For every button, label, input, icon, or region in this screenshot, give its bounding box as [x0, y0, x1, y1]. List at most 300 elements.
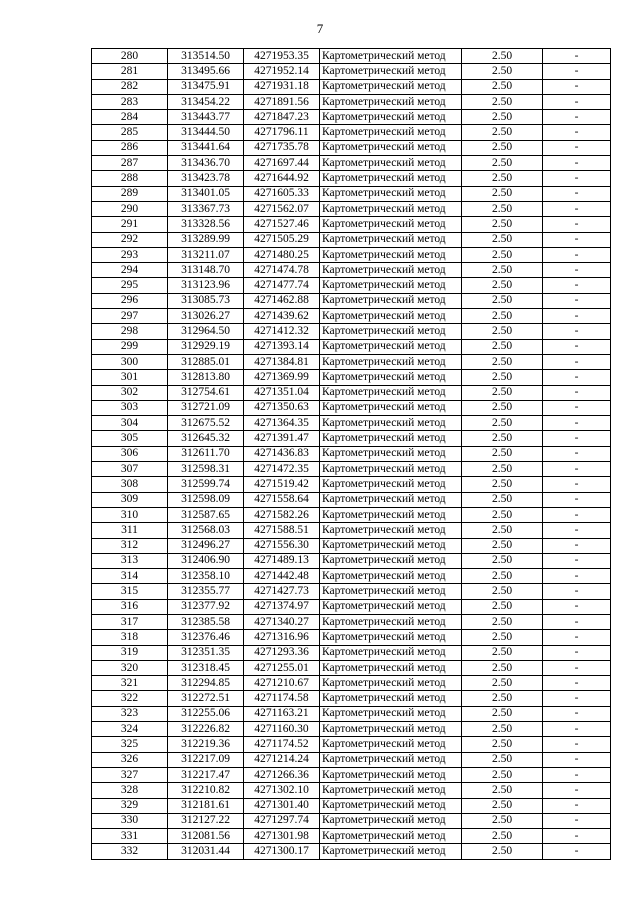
- x-coordinate-cell: 312031.44: [168, 844, 244, 859]
- note-cell: -: [543, 125, 611, 140]
- table-row: [92, 599, 611, 614]
- table-row: [92, 477, 611, 492]
- accuracy-cell: 2.50: [462, 538, 543, 553]
- y-coordinate-cell: 4271796.11: [244, 125, 320, 140]
- x-coordinate-cell: 312226.82: [168, 722, 244, 737]
- y-coordinate-cell: 4271412.32: [244, 324, 320, 339]
- method-cell: Картометрический метод: [320, 584, 462, 599]
- method-cell: Картометрический метод: [320, 324, 462, 339]
- point-number-cell: 327: [92, 767, 168, 782]
- table-row: [92, 64, 611, 79]
- x-coordinate-cell: 313475.91: [168, 79, 244, 94]
- accuracy-cell: 2.50: [462, 798, 543, 813]
- accuracy-cell: 2.50: [462, 247, 543, 262]
- table-row: [92, 400, 611, 415]
- y-coordinate-cell: 4271210.67: [244, 676, 320, 691]
- method-cell: Картометрический метод: [320, 416, 462, 431]
- method-cell: Картометрический метод: [320, 171, 462, 186]
- table-row: [92, 569, 611, 584]
- note-cell: -: [543, 538, 611, 553]
- note-cell: -: [543, 767, 611, 782]
- y-coordinate-cell: 4271293.36: [244, 645, 320, 660]
- y-coordinate-cell: 4271442.48: [244, 569, 320, 584]
- coordinates-table: [91, 48, 611, 860]
- y-coordinate-cell: 4271174.52: [244, 737, 320, 752]
- accuracy-cell: 2.50: [462, 783, 543, 798]
- y-coordinate-cell: 4271266.36: [244, 767, 320, 782]
- y-coordinate-cell: 4271605.33: [244, 186, 320, 201]
- note-cell: -: [543, 354, 611, 369]
- method-cell: Картометрический метод: [320, 201, 462, 216]
- method-cell: Картометрический метод: [320, 737, 462, 752]
- y-coordinate-cell: 4271163.21: [244, 706, 320, 721]
- point-number-cell: 282: [92, 79, 168, 94]
- x-coordinate-cell: 312217.09: [168, 752, 244, 767]
- method-cell: Картометрический метод: [320, 691, 462, 706]
- point-number-cell: 318: [92, 630, 168, 645]
- method-cell: Картометрический метод: [320, 767, 462, 782]
- x-coordinate-cell: 312587.65: [168, 507, 244, 522]
- table-row: [92, 446, 611, 461]
- table-row: [92, 156, 611, 171]
- point-number-cell: 325: [92, 737, 168, 752]
- table-row: [92, 645, 611, 660]
- note-cell: -: [543, 813, 611, 828]
- table-row: [92, 630, 611, 645]
- note-cell: -: [543, 110, 611, 125]
- note-cell: -: [543, 752, 611, 767]
- x-coordinate-cell: 313495.66: [168, 64, 244, 79]
- x-coordinate-cell: 312885.01: [168, 354, 244, 369]
- x-coordinate-cell: 312272.51: [168, 691, 244, 706]
- accuracy-cell: 2.50: [462, 125, 543, 140]
- point-number-cell: 280: [92, 49, 168, 64]
- y-coordinate-cell: 4271489.13: [244, 553, 320, 568]
- method-cell: Картометрический метод: [320, 140, 462, 155]
- x-coordinate-cell: 312219.36: [168, 737, 244, 752]
- accuracy-cell: 2.50: [462, 737, 543, 752]
- x-coordinate-cell: 312351.35: [168, 645, 244, 660]
- accuracy-cell: 2.50: [462, 263, 543, 278]
- x-coordinate-cell: 312813.80: [168, 370, 244, 385]
- accuracy-cell: 2.50: [462, 156, 543, 171]
- table-row: [92, 385, 611, 400]
- x-coordinate-cell: 312181.61: [168, 798, 244, 813]
- note-cell: -: [543, 783, 611, 798]
- note-cell: -: [543, 431, 611, 446]
- table-row: [92, 492, 611, 507]
- table-row: [92, 201, 611, 216]
- table-row: [92, 676, 611, 691]
- method-cell: Картометрический метод: [320, 339, 462, 354]
- method-cell: Картометрический метод: [320, 354, 462, 369]
- table-row: [92, 722, 611, 737]
- accuracy-cell: 2.50: [462, 324, 543, 339]
- method-cell: Картометрический метод: [320, 569, 462, 584]
- x-coordinate-cell: 313328.56: [168, 217, 244, 232]
- y-coordinate-cell: 4271351.04: [244, 385, 320, 400]
- note-cell: -: [543, 645, 611, 660]
- note-cell: -: [543, 630, 611, 645]
- note-cell: -: [543, 64, 611, 79]
- y-coordinate-cell: 4271350.63: [244, 400, 320, 415]
- method-cell: Картометрический метод: [320, 110, 462, 125]
- method-cell: Картометрический метод: [320, 156, 462, 171]
- accuracy-cell: 2.50: [462, 813, 543, 828]
- y-coordinate-cell: 4271556.30: [244, 538, 320, 553]
- method-cell: Картометрический метод: [320, 79, 462, 94]
- accuracy-cell: 2.50: [462, 614, 543, 629]
- table-row: [92, 767, 611, 782]
- table-row: [92, 171, 611, 186]
- point-number-cell: 310: [92, 507, 168, 522]
- note-cell: -: [543, 462, 611, 477]
- accuracy-cell: 2.50: [462, 446, 543, 461]
- method-cell: Картометрический метод: [320, 630, 462, 645]
- method-cell: Картометрический метод: [320, 431, 462, 446]
- note-cell: -: [543, 385, 611, 400]
- method-cell: Картометрический метод: [320, 217, 462, 232]
- point-number-cell: 292: [92, 232, 168, 247]
- method-cell: Картометрический метод: [320, 844, 462, 859]
- x-coordinate-cell: 312929.19: [168, 339, 244, 354]
- accuracy-cell: 2.50: [462, 829, 543, 844]
- method-cell: Картометрический метод: [320, 798, 462, 813]
- accuracy-cell: 2.50: [462, 767, 543, 782]
- x-coordinate-cell: 313444.50: [168, 125, 244, 140]
- y-coordinate-cell: 4271474.78: [244, 263, 320, 278]
- accuracy-cell: 2.50: [462, 462, 543, 477]
- note-cell: -: [543, 798, 611, 813]
- point-number-cell: 324: [92, 722, 168, 737]
- accuracy-cell: 2.50: [462, 645, 543, 660]
- point-number-cell: 320: [92, 660, 168, 675]
- method-cell: Картометрический метод: [320, 400, 462, 415]
- accuracy-cell: 2.50: [462, 79, 543, 94]
- x-coordinate-cell: 312611.70: [168, 446, 244, 461]
- accuracy-cell: 2.50: [462, 416, 543, 431]
- method-cell: Картометрический метод: [320, 660, 462, 675]
- point-number-cell: 297: [92, 309, 168, 324]
- table-row: [92, 339, 611, 354]
- note-cell: -: [543, 217, 611, 232]
- y-coordinate-cell: 4271505.29: [244, 232, 320, 247]
- x-coordinate-cell: 312127.22: [168, 813, 244, 828]
- point-number-cell: 330: [92, 813, 168, 828]
- y-coordinate-cell: 4271472.35: [244, 462, 320, 477]
- note-cell: -: [543, 171, 611, 186]
- note-cell: -: [543, 324, 611, 339]
- note-cell: -: [543, 79, 611, 94]
- point-number-cell: 303: [92, 400, 168, 415]
- method-cell: Картометрический метод: [320, 706, 462, 721]
- table-row: [92, 263, 611, 278]
- method-cell: Картометрический метод: [320, 492, 462, 507]
- note-cell: -: [543, 293, 611, 308]
- accuracy-cell: 2.50: [462, 186, 543, 201]
- note-cell: -: [543, 309, 611, 324]
- accuracy-cell: 2.50: [462, 691, 543, 706]
- accuracy-cell: 2.50: [462, 507, 543, 522]
- note-cell: -: [543, 737, 611, 752]
- table-row: [92, 278, 611, 293]
- accuracy-cell: 2.50: [462, 676, 543, 691]
- y-coordinate-cell: 4271558.64: [244, 492, 320, 507]
- method-cell: Картометрический метод: [320, 722, 462, 737]
- y-coordinate-cell: 4271374.97: [244, 599, 320, 614]
- x-coordinate-cell: 312496.27: [168, 538, 244, 553]
- table-row: [92, 186, 611, 201]
- x-coordinate-cell: 313148.70: [168, 263, 244, 278]
- x-coordinate-cell: 313441.64: [168, 140, 244, 155]
- point-number-cell: 314: [92, 569, 168, 584]
- method-cell: Картометрический метод: [320, 599, 462, 614]
- method-cell: Картометрический метод: [320, 370, 462, 385]
- accuracy-cell: 2.50: [462, 49, 543, 64]
- point-number-cell: 323: [92, 706, 168, 721]
- table-row: [92, 370, 611, 385]
- accuracy-cell: 2.50: [462, 599, 543, 614]
- x-coordinate-cell: 312675.52: [168, 416, 244, 431]
- note-cell: -: [543, 829, 611, 844]
- table-row: [92, 538, 611, 553]
- x-coordinate-cell: 313514.50: [168, 49, 244, 64]
- accuracy-cell: 2.50: [462, 630, 543, 645]
- y-coordinate-cell: 4271891.56: [244, 94, 320, 109]
- method-cell: Картометрический метод: [320, 385, 462, 400]
- accuracy-cell: 2.50: [462, 492, 543, 507]
- note-cell: -: [543, 553, 611, 568]
- accuracy-cell: 2.50: [462, 400, 543, 415]
- x-coordinate-cell: 313367.73: [168, 201, 244, 216]
- point-number-cell: 290: [92, 201, 168, 216]
- method-cell: Картометрический метод: [320, 462, 462, 477]
- table-row: [92, 293, 611, 308]
- accuracy-cell: 2.50: [462, 94, 543, 109]
- x-coordinate-cell: 313026.27: [168, 309, 244, 324]
- table-row: [92, 354, 611, 369]
- note-cell: -: [543, 400, 611, 415]
- accuracy-cell: 2.50: [462, 431, 543, 446]
- note-cell: -: [543, 706, 611, 721]
- y-coordinate-cell: 4271562.07: [244, 201, 320, 216]
- accuracy-cell: 2.50: [462, 293, 543, 308]
- note-cell: -: [543, 507, 611, 522]
- method-cell: Картометрический метод: [320, 247, 462, 262]
- method-cell: Картометрический метод: [320, 263, 462, 278]
- method-cell: Картометрический метод: [320, 538, 462, 553]
- x-coordinate-cell: 312645.32: [168, 431, 244, 446]
- note-cell: -: [543, 94, 611, 109]
- table-row: [92, 783, 611, 798]
- method-cell: Картометрический метод: [320, 278, 462, 293]
- y-coordinate-cell: 4271931.18: [244, 79, 320, 94]
- method-cell: Картометрический метод: [320, 813, 462, 828]
- point-number-cell: 294: [92, 263, 168, 278]
- y-coordinate-cell: 4271952.14: [244, 64, 320, 79]
- table-row: [92, 553, 611, 568]
- method-cell: Картометрический метод: [320, 614, 462, 629]
- accuracy-cell: 2.50: [462, 477, 543, 492]
- y-coordinate-cell: 4271301.98: [244, 829, 320, 844]
- x-coordinate-cell: 312598.31: [168, 462, 244, 477]
- y-coordinate-cell: 4271735.78: [244, 140, 320, 155]
- note-cell: -: [543, 339, 611, 354]
- note-cell: -: [543, 492, 611, 507]
- point-number-cell: 308: [92, 477, 168, 492]
- x-coordinate-cell: 312406.90: [168, 553, 244, 568]
- point-number-cell: 317: [92, 614, 168, 629]
- x-coordinate-cell: 312358.10: [168, 569, 244, 584]
- note-cell: -: [543, 263, 611, 278]
- note-cell: -: [543, 523, 611, 538]
- y-coordinate-cell: 4271847.23: [244, 110, 320, 125]
- accuracy-cell: 2.50: [462, 752, 543, 767]
- table-row: [92, 247, 611, 262]
- y-coordinate-cell: 4271391.47: [244, 431, 320, 446]
- method-cell: Картометрический метод: [320, 553, 462, 568]
- method-cell: Картометрический метод: [320, 94, 462, 109]
- point-number-cell: 331: [92, 829, 168, 844]
- note-cell: -: [543, 844, 611, 859]
- x-coordinate-cell: 312599.74: [168, 477, 244, 492]
- x-coordinate-cell: 313123.96: [168, 278, 244, 293]
- table-row: [92, 844, 611, 859]
- x-coordinate-cell: 313436.70: [168, 156, 244, 171]
- accuracy-cell: 2.50: [462, 370, 543, 385]
- note-cell: -: [543, 477, 611, 492]
- point-number-cell: 305: [92, 431, 168, 446]
- y-coordinate-cell: 4271953.35: [244, 49, 320, 64]
- x-coordinate-cell: 313085.73: [168, 293, 244, 308]
- table-row: [92, 324, 611, 339]
- table-row: [92, 752, 611, 767]
- accuracy-cell: 2.50: [462, 553, 543, 568]
- y-coordinate-cell: 4271644.92: [244, 171, 320, 186]
- x-coordinate-cell: 312355.77: [168, 584, 244, 599]
- accuracy-cell: 2.50: [462, 140, 543, 155]
- note-cell: -: [543, 140, 611, 155]
- accuracy-cell: 2.50: [462, 278, 543, 293]
- note-cell: -: [543, 247, 611, 262]
- x-coordinate-cell: 312377.92: [168, 599, 244, 614]
- accuracy-cell: 2.50: [462, 523, 543, 538]
- method-cell: Картометрический метод: [320, 477, 462, 492]
- point-number-cell: 322: [92, 691, 168, 706]
- point-number-cell: 283: [92, 94, 168, 109]
- y-coordinate-cell: 4271582.26: [244, 507, 320, 522]
- table-row: [92, 798, 611, 813]
- y-coordinate-cell: 4271697.44: [244, 156, 320, 171]
- note-cell: -: [543, 278, 611, 293]
- x-coordinate-cell: 312754.61: [168, 385, 244, 400]
- note-cell: -: [543, 660, 611, 675]
- coordinates-table-body: [92, 49, 611, 860]
- method-cell: Картометрический метод: [320, 752, 462, 767]
- accuracy-cell: 2.50: [462, 584, 543, 599]
- x-coordinate-cell: 312081.56: [168, 829, 244, 844]
- x-coordinate-cell: 312385.58: [168, 614, 244, 629]
- method-cell: Картометрический метод: [320, 645, 462, 660]
- x-coordinate-cell: 312217.47: [168, 767, 244, 782]
- accuracy-cell: 2.50: [462, 339, 543, 354]
- accuracy-cell: 2.50: [462, 171, 543, 186]
- note-cell: -: [543, 599, 611, 614]
- accuracy-cell: 2.50: [462, 354, 543, 369]
- x-coordinate-cell: 312255.06: [168, 706, 244, 721]
- method-cell: Картометрический метод: [320, 523, 462, 538]
- x-coordinate-cell: 313454.22: [168, 94, 244, 109]
- accuracy-cell: 2.50: [462, 722, 543, 737]
- note-cell: -: [543, 446, 611, 461]
- table-row: [92, 737, 611, 752]
- y-coordinate-cell: 4271462.88: [244, 293, 320, 308]
- table-row: [92, 94, 611, 109]
- table-row: [92, 691, 611, 706]
- point-number-cell: 329: [92, 798, 168, 813]
- point-number-cell: 316: [92, 599, 168, 614]
- method-cell: Картометрический метод: [320, 64, 462, 79]
- table-row: [92, 706, 611, 721]
- x-coordinate-cell: 312964.50: [168, 324, 244, 339]
- y-coordinate-cell: 4271316.96: [244, 630, 320, 645]
- x-coordinate-cell: 313443.77: [168, 110, 244, 125]
- note-cell: -: [543, 156, 611, 171]
- y-coordinate-cell: 4271369.99: [244, 370, 320, 385]
- method-cell: Картометрический метод: [320, 676, 462, 691]
- accuracy-cell: 2.50: [462, 64, 543, 79]
- point-number-cell: 313: [92, 553, 168, 568]
- method-cell: Картометрический метод: [320, 125, 462, 140]
- note-cell: -: [543, 691, 611, 706]
- x-coordinate-cell: 313211.07: [168, 247, 244, 262]
- point-number-cell: 319: [92, 645, 168, 660]
- y-coordinate-cell: 4271427.73: [244, 584, 320, 599]
- y-coordinate-cell: 4271214.24: [244, 752, 320, 767]
- table-row: [92, 79, 611, 94]
- method-cell: Картометрический метод: [320, 829, 462, 844]
- y-coordinate-cell: 4271300.17: [244, 844, 320, 859]
- table-row: [92, 217, 611, 232]
- point-number-cell: 309: [92, 492, 168, 507]
- point-number-cell: 299: [92, 339, 168, 354]
- y-coordinate-cell: 4271301.40: [244, 798, 320, 813]
- y-coordinate-cell: 4271160.30: [244, 722, 320, 737]
- note-cell: -: [543, 186, 611, 201]
- accuracy-cell: 2.50: [462, 217, 543, 232]
- y-coordinate-cell: 4271174.58: [244, 691, 320, 706]
- page-number: 7: [316, 21, 324, 36]
- point-number-cell: 285: [92, 125, 168, 140]
- table-row: [92, 829, 611, 844]
- point-number-cell: 332: [92, 844, 168, 859]
- x-coordinate-cell: 312568.03: [168, 523, 244, 538]
- point-number-cell: 296: [92, 293, 168, 308]
- method-cell: Картометрический метод: [320, 49, 462, 64]
- point-number-cell: 288: [92, 171, 168, 186]
- accuracy-cell: 2.50: [462, 110, 543, 125]
- point-number-cell: 295: [92, 278, 168, 293]
- note-cell: -: [543, 614, 611, 629]
- y-coordinate-cell: 4271519.42: [244, 477, 320, 492]
- point-number-cell: 291: [92, 217, 168, 232]
- note-cell: -: [543, 569, 611, 584]
- table-row: [92, 584, 611, 599]
- method-cell: Картометрический метод: [320, 232, 462, 247]
- method-cell: Картометрический метод: [320, 309, 462, 324]
- point-number-cell: 304: [92, 416, 168, 431]
- point-number-cell: 300: [92, 354, 168, 369]
